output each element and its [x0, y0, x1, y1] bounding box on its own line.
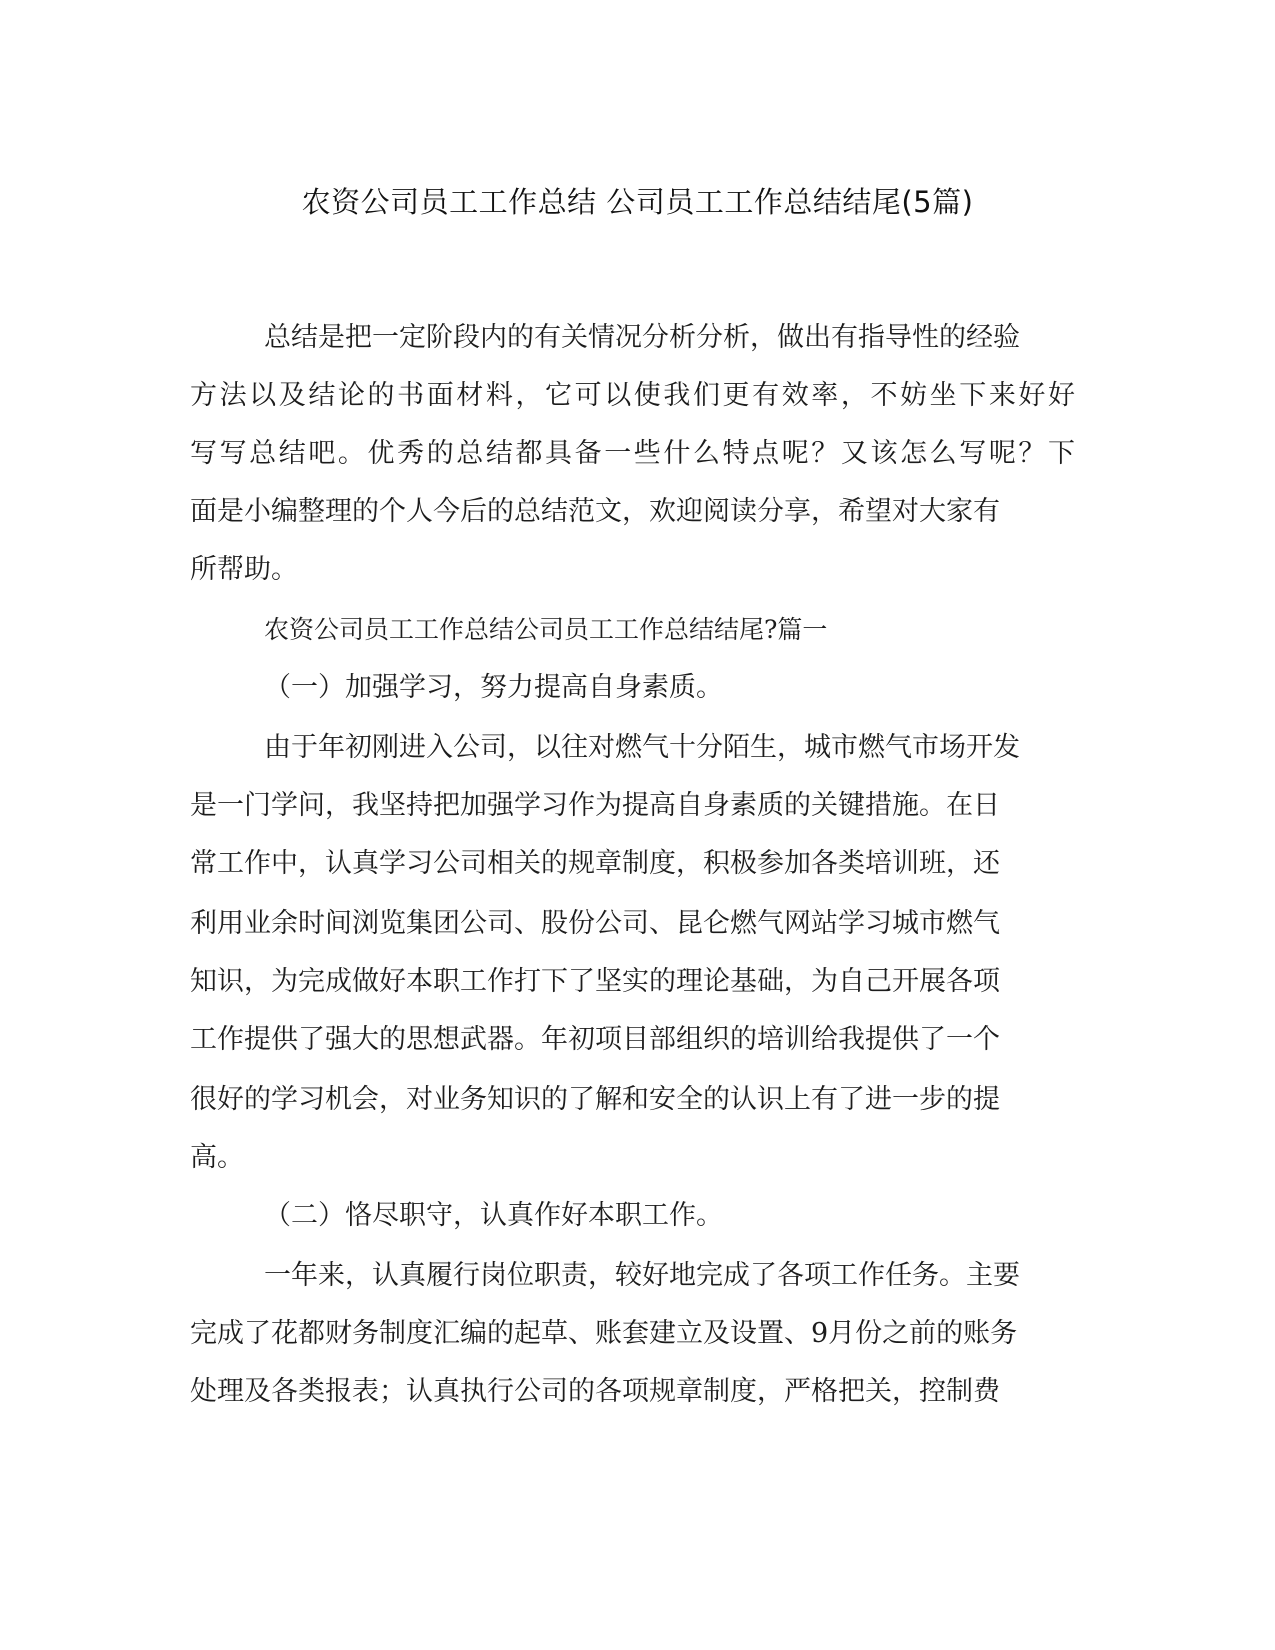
- paragraph-line: 完成了花都财务制度汇编的起草、账套建立及设置、9月份之前的账务: [190, 1318, 1018, 1349]
- paragraph-line: 是一门学问，我坚持把加强学习作为提高自身素质的关键措施。在日: [190, 790, 1000, 821]
- paragraph-line: 面是小编整理的个人今后的总结范文，欢迎阅读分享，希望对大家有: [190, 496, 1000, 527]
- paragraph-line: 常工作中，认真学习公司相关的规章制度，积极参加各类培训班，还: [190, 848, 1000, 879]
- paragraph-line: 写写总结吧。优秀的总结都具备一些什么特点呢？又该怎么写呢？下: [190, 438, 1075, 469]
- section-heading: 农资公司员工工作总结公司员工工作总结结尾?篇一: [264, 615, 828, 644]
- paragraph-line: 知识，为完成做好本职工作打下了坚实的理论基础，为自己开展各项: [190, 966, 1000, 997]
- subsection-heading: （一）加强学习，努力提高自身素质。: [264, 672, 723, 703]
- paragraph-line: 由于年初刚进入公司，以往对燃气十分陌生，城市燃气市场开发: [264, 732, 1020, 763]
- paragraph-line: 一年来，认真履行岗位职责，较好地完成了各项工作任务。主要: [264, 1260, 1020, 1291]
- paragraph-line: 很好的学习机会，对业务知识的了解和安全的认识上有了进一步的提: [190, 1084, 1000, 1115]
- paragraph-line: 处理及各类报表；认真执行公司的各项规章制度，严格把关，控制费: [190, 1376, 1000, 1407]
- paragraph-line: 高。: [190, 1142, 244, 1173]
- paragraph-line: 利用业余时间浏览集团公司、股份公司、昆仑燃气网站学习城市燃气: [190, 908, 1000, 939]
- paragraph-line: 方法以及结论的书面材料，它可以使我们更有效率，不妨坐下来好好: [190, 380, 1075, 411]
- document-title: 农资公司员工工作总结 公司员工工作总结结尾(5篇): [301, 185, 974, 219]
- subsection-heading: （二）恪尽职守，认真作好本职工作。: [264, 1200, 723, 1231]
- paragraph-line: 所帮助。: [190, 554, 298, 585]
- paragraph-line: 工作提供了强大的思想武器。年初项目部组织的培训给我提供了一个: [190, 1024, 1000, 1055]
- paragraph-line: 总结是把一定阶段内的有关情况分析分析，做出有指导性的经验: [264, 322, 1020, 353]
